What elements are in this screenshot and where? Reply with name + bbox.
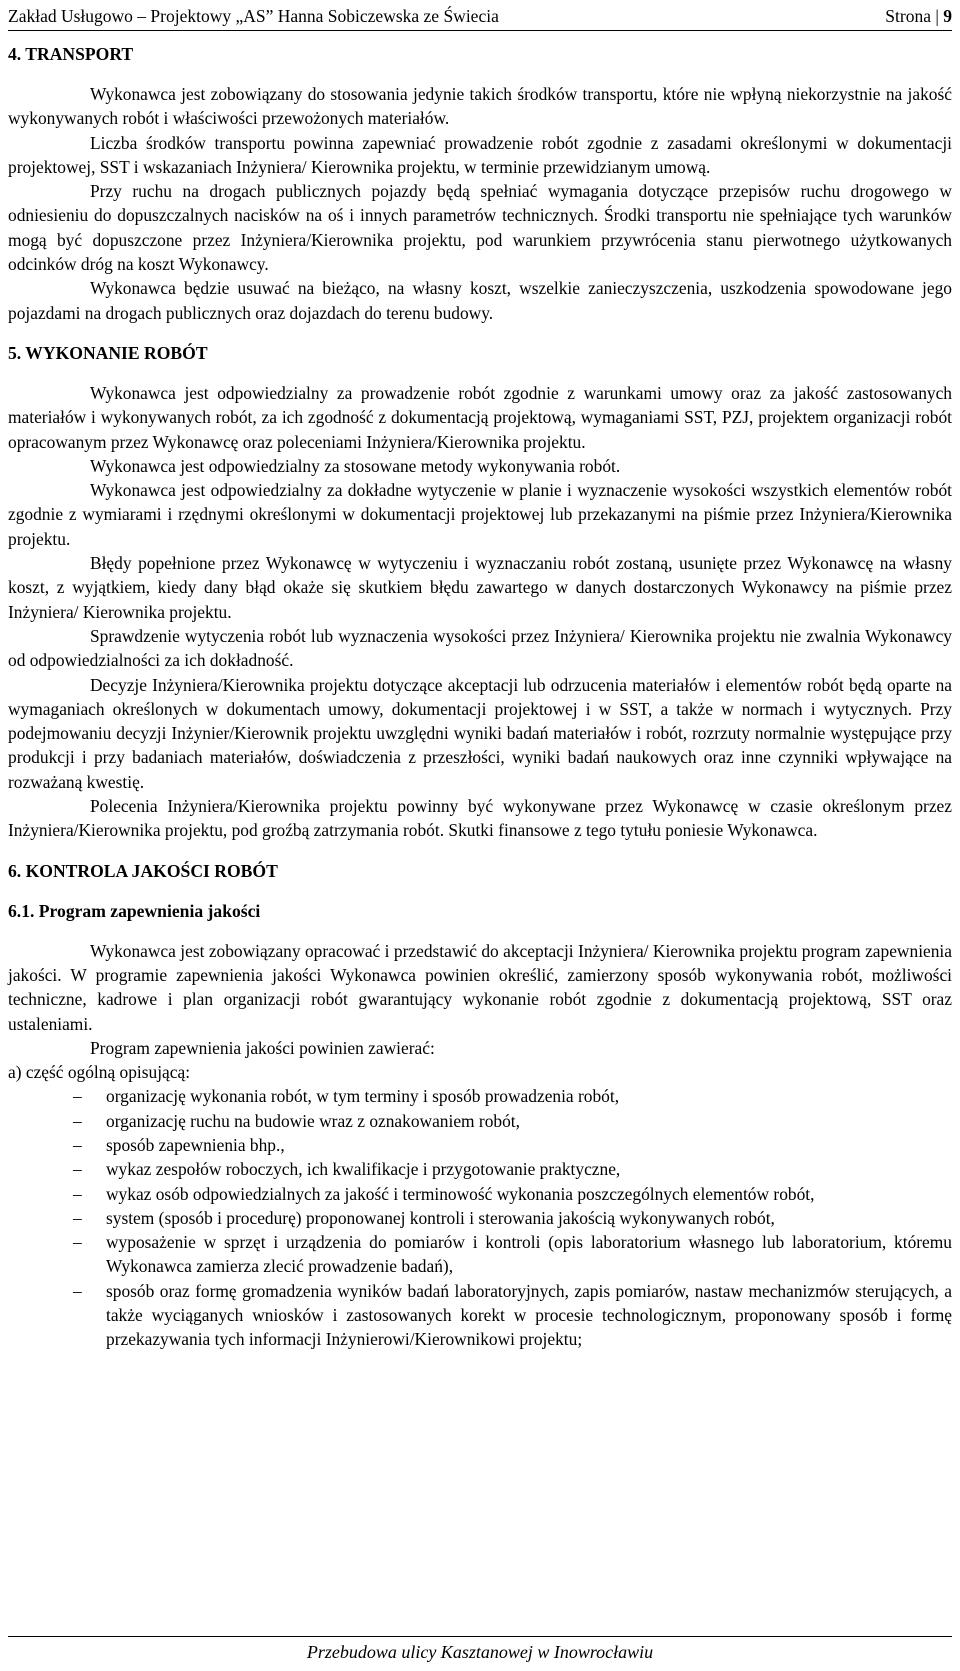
dash-bullet: – [73,1159,82,1180]
s5-paragraph-2: Wykonawca jest odpowiedzialny za stosowane metody wykonywania robót. [90,455,621,476]
list-item: – wyposażenie w sprzęt i urządzenia do pomiarów i kontroli (opis laboratorium własnego lub laboratorium, któremu Wykonawca zamierza zlecić prowadzenie badań), [73,1232,952,1277]
s5-paragraph-5: Sprawdzenie wytyczenia robót lub wyznaczenia wysokości przez Inżyniera/ Kierownika projektu nie zwalnia Wykonawcy od odpowiedzialności za ich dokładność. [8,625,952,671]
header-page-number: 9 [943,6,952,26]
dash-bullet: – [73,1207,82,1228]
list-item: – sposób zapewnienia bhp., [106,1133,952,1157]
s5-paragraph-1: Wykonawca jest odpowiedzialny za prowadzenie robót zgodnie z warunkami umowy oraz za jakość zastosowanych materiałów i wykonywanych robót, za ich zgodność z dokumentacją projektową, wymaganiami SST, PZJ, projektem organizacji robót opracowanym przez Wykonawcę oraz poleceniami Inżyniera/Kierownika projektu. [8,382,952,452]
section-4-title: 4. TRANSPORT [8,44,134,64]
section-6-1-title: 6.1. Program zapewnienia jakości [8,900,261,921]
list-item: – organizację ruchu na budowie wraz z oznakowaniem robót, [106,1109,952,1133]
s4-paragraph-1: Wykonawca jest zobowiązany do stosowania jedynie takich środków transportu, które nie wpłyną niekorzystnie na jakość wykonywanych robót i właściwości przewożonych materiałów. [8,84,952,129]
dash-bullet: – [73,1086,82,1107]
header-company: Zakład Usługowo – Projektowy „AS” Hanna Sobiczewska ze Świecia [8,6,499,26]
header-page [885,4,952,28]
page-footer [8,1636,952,1669]
s5-paragraph-7: Polecenia Inżyniera/Kierownika projektu powinny być wykonywane przez Wykonawcę w czasie określonym przez Inżyniera/Kierownika projektu, pod groźbą zatrzymania robót. Skutki finansowe z tego tytułu poniesie Wykonawca. [8,796,952,841]
list-item: – organizację wykonania robót, w tym terminy i sposób prowadzenia robót, [106,1084,952,1108]
header-page-label: Strona | [885,6,939,26]
list-item: – wykaz osób odpowiedzialnych za jakość i terminowość wykonania poszczególnych elementów robót, [106,1182,952,1206]
s4-paragraph-4: Wykonawca będzie usuwać na bieżąco, na własny koszt, wszelkie zanieczyszczenia, uszkodzenia spowodowane jego pojazdami na drogach publicznych oraz dojazdach do terenu budowy. [8,278,952,323]
s5-paragraph-6: Decyzje Inżyniera/Kierownika projektu dotyczące akceptacji lub odrzucenia materiałów i elementów robót będą oparte na wymaganiach określonych w dokumentach umowy, dokumentacji projektowej i w SST, a także w normach i wytycznych. Przy podejmowaniu decyzji Inżynier/Kierownik projektu uwzględni wyniki badań materiałów i robót, rozrzuty normalnie występujące przy produkcji i przy badaniach materiałów, doświadczenia z przeszłości, wyniki badań naukowych oraz inne czynniki wpływające na rozważaną kwestię. [8,674,952,792]
s5-paragraph-3: Wykonawca jest odpowiedzialny za dokładne wytyczenie w planie i wyznaczenie wysokości wszystkich elementów robót zgodnie z wymiarami i rzędnymi określonymi w dokumentacji projektowej lub przekazanymi na piśmie przez Inżyniera/Kierownika projektu. [8,480,952,549]
list-item: – sposób oraz formę gromadzenia wyników badań laboratoryjnych, zapis pomiarów, nastaw mechanizmów sterujących, a także wyciąganych wniosków i zastosowanych korekt w procesie technologicznym, proponowany sposób i formę przekazywania tych informacji Inżynierowi/Kierownikowi projektu; [73,1280,952,1350]
requirements-list [8,1084,952,1351]
s6-paragraph-2: Program zapewnienia jakości powinien zawierać: [90,1037,435,1058]
s4-paragraph-3: Przy ruchu na drogach publicznych pojazdy będą spełniać wymagania dotyczące przepisów ruchu drogowego w odniesieniu do dopuszczalnych nacisków na oś i innych parametrów technicznych. Środki transportu nie spełniające tych warunków mogą być dopuszczone przez Inżyniera/Kierownika projektu, pod warunkiem przywrócenia stanu pierwotnego użytkowanych odcinków dróg na koszt Wykonawcy. [8,181,952,275]
s4-paragraph-2: Liczba środków transportu powinna zapewniać prowadzenie robót zgodnie z zasadami określonymi w dokumentacji projektowej, SST i wskazaniach Inżyniera/ Kierownika projektu, w terminie przewidzianym umową. [8,132,952,177]
dash-bullet: – [73,1183,82,1204]
section-5-title: 5. WYKONANIE ROBÓT [8,342,208,363]
s6-paragraph-1: Wykonawca jest zobowiązany opracować i przedstawić do akceptacji Inżyniera/ Kierownika projektu program zapewnienia jakości. W programie zapewnienia jakości Wykonawca powinien określić, zamierzony sposób wykonywania robót, możliwości techniczne, kadrowe i plan organizacji robót gwarantujący wykonanie robót zgodnie z dokumentacją projektową, SST oraz ustaleniami. [8,940,952,1034]
page-header [8,4,952,31]
list-item: – system (sposób i procedurę) proponowanej kontroli i sterowania jakością wykonywanych robót, [106,1206,952,1230]
dash-bullet: – [73,1110,82,1131]
document-body [8,42,952,1352]
dash-bullet: – [73,1232,82,1253]
footer-project-title: Przebudowa ulicy Kasztanowej w Inowrocławiu [306,1642,654,1662]
dash-bullet: – [73,1134,82,1155]
list-intro: a) część ogólną opisującą: [8,1062,191,1083]
list-item: – wykaz zespołów roboczych, ich kwalifikacje i przygotowanie praktyczne, [106,1157,952,1181]
section-6-title: 6. KONTROLA JAKOŚCI ROBÓT [8,860,278,881]
s5-paragraph-4: Błędy popełnione przez Wykonawcę w wytyczeniu i wyznaczaniu robót zostaną, usunięte przez Wykonawcę na własny koszt, z wyjątkiem, kiedy dany błąd okaże się skutkiem błędu zawartego w danych dostarczonych Wykonawcy na piśmie przez Inżyniera/ Kierownika projektu. [8,553,952,622]
dash-bullet: – [73,1280,82,1301]
